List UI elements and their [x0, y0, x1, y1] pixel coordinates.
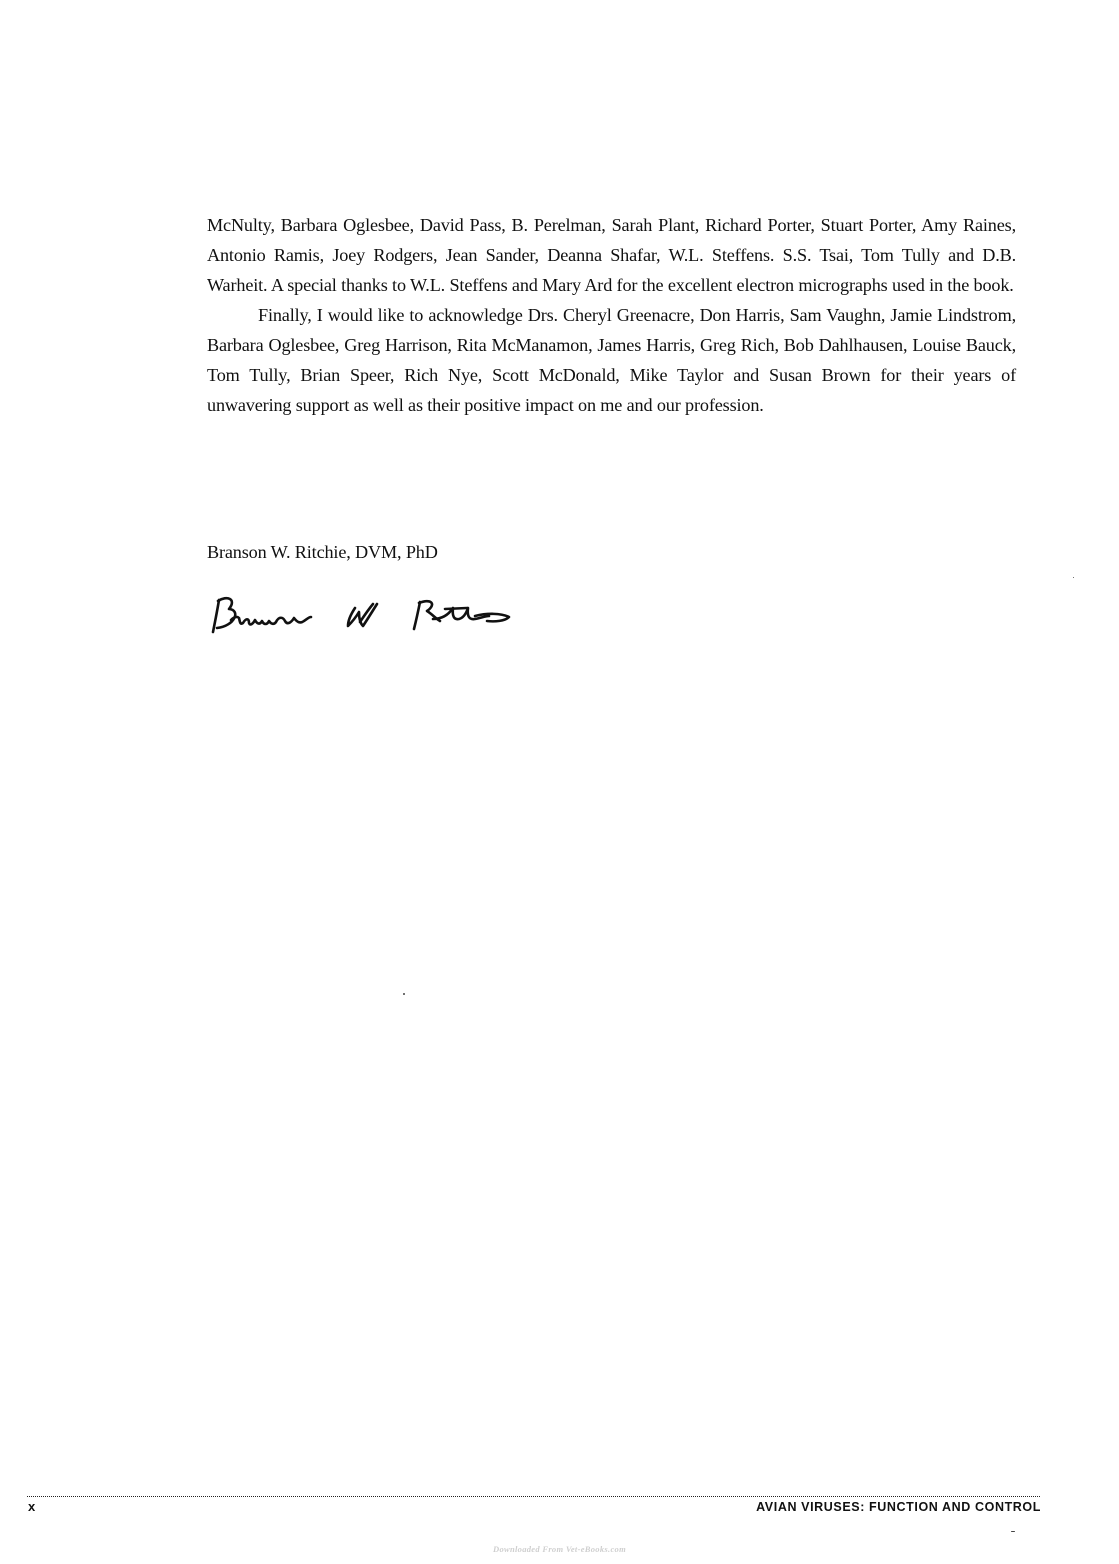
footer-dotted-rule [27, 1496, 1040, 1497]
stray-mark [403, 993, 405, 995]
stray-mark [1073, 577, 1074, 578]
acknowledgments-text [207, 210, 1016, 420]
author-name-line: Branson W. Ritchie, DVM, PhD [207, 542, 438, 562]
acknowledgments-paragraph-2: Finally, I would like to acknowledge Drs. Cheryl Greenacre, Don Harris, Sam Vaughn, Jamie Lindstrom, Barbara Oglesbee, Greg Harrison, Rita McManamon, James Harris, Greg Rich, Bob Dahlhausen, Louise Bauck, Tom Tully, Brian Speer, Rich Nye, Scott McDonald, Mike Taylor and Susan Brown for their years of unwavering support as well as their positive impact on me and our profession. [207, 305, 1016, 415]
author-signature [205, 586, 525, 644]
page-number: x [28, 1499, 36, 1514]
stray-mark [1011, 1531, 1015, 1532]
running-title: AVIAN VIRUSES: FUNCTION AND CONTROL [756, 1500, 1041, 1514]
acknowledgments-paragraph-1: McNulty, Barbara Oglesbee, David Pass, B. Perelman, Sarah Plant, Richard Porter, Stuart Porter, Amy Raines, Antonio Ramis, Joey Rodgers, Jean Sander, Deanna Shafar, W.L. Steffens. S.S. Tsai, Tom Tully and D.B. Warheit. A special thanks to W.L. Steffens and Mary Ard for the excellent electron micrographs used in the book. [207, 215, 1016, 295]
download-watermark: Downloaded From Vet-eBooks.com [493, 1544, 626, 1554]
